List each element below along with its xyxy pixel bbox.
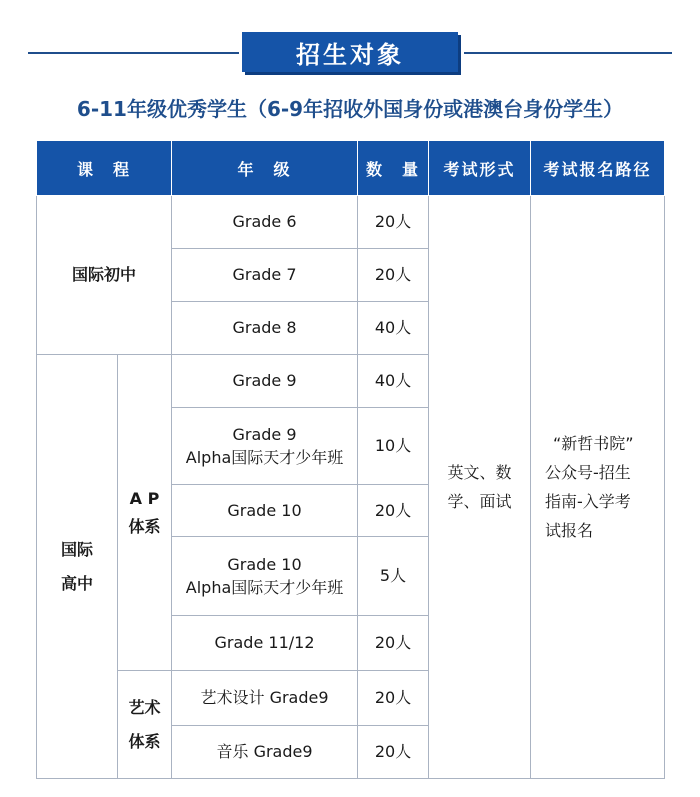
count-cell: 20人 (358, 726, 429, 779)
count-cell: 40人 (358, 302, 429, 355)
grade-line: Grade 10 (227, 554, 302, 574)
grade-cell (172, 408, 358, 485)
grade-line: Alpha国际天才少年班 (185, 448, 344, 467)
grade-line: Grade 9 (232, 424, 297, 444)
grade-cell: Grade 8 (172, 302, 358, 355)
count-cell: 20人 (358, 671, 429, 726)
count-cell: 20人 (358, 196, 429, 249)
grade-cell: Grade 11/12 (172, 616, 358, 671)
grade-cell: Grade 9 (172, 355, 358, 408)
grade-cell: Grade 6 (172, 196, 358, 249)
enrollment-table (36, 140, 665, 779)
count-cell: 20人 (358, 616, 429, 671)
header-apply-path: 考试报名路径 (531, 141, 665, 196)
count-cell: 20人 (358, 485, 429, 537)
table-row (37, 196, 665, 249)
apply-path-line: “新哲书院” (553, 433, 634, 453)
exam-form-line: 学、面试 (447, 492, 512, 511)
group-senior (37, 355, 118, 779)
group-ap-line: A P (129, 489, 160, 509)
count-cell: 40人 (358, 355, 429, 408)
group-senior-line: 国际 (60, 540, 93, 560)
section-banner (242, 32, 458, 72)
grade-cell: 音乐 Grade9 (172, 726, 358, 779)
apply-path-cell (531, 196, 665, 779)
grade-cell: 艺术设计 Grade9 (172, 671, 358, 726)
header-grade: 年 级 (172, 141, 358, 196)
grade-cell (172, 537, 358, 616)
group-senior-line: 高中 (60, 573, 93, 593)
count-cell: 5人 (358, 537, 429, 616)
count-cell: 10人 (358, 408, 429, 485)
table-header-row (37, 141, 665, 196)
enrollment-subtitle: 6-11年级优秀学生（6-9年招收外国身份或港澳台身份学生） (76, 97, 624, 121)
title-divider-left (28, 52, 239, 54)
exam-form-cell (429, 196, 531, 779)
exam-form-line: 英文、数 (447, 462, 512, 482)
title-divider-right (464, 52, 672, 54)
grade-cell: Grade 10 (172, 485, 358, 537)
group-ap (118, 355, 172, 671)
count-cell: 20人 (358, 249, 429, 302)
header-count: 数 量 (358, 141, 429, 196)
group-art-line: 体系 (128, 731, 161, 751)
apply-path-line: 指南-入学考 (545, 492, 631, 511)
grade-line: Alpha国际天才少年班 (185, 578, 344, 597)
group-junior: 国际初中 (37, 196, 172, 355)
apply-path-line: 公众号-招生 (545, 462, 631, 482)
group-ap-line: 体系 (128, 516, 161, 536)
group-art (118, 671, 172, 779)
header-course: 课 程 (37, 141, 172, 196)
grade-cell: Grade 7 (172, 249, 358, 302)
header-exam-form: 考试形式 (429, 141, 531, 196)
section-title: 招生对象 (296, 40, 404, 69)
group-art-line: 艺术 (128, 698, 161, 718)
apply-path-line: 试报名 (545, 521, 594, 541)
